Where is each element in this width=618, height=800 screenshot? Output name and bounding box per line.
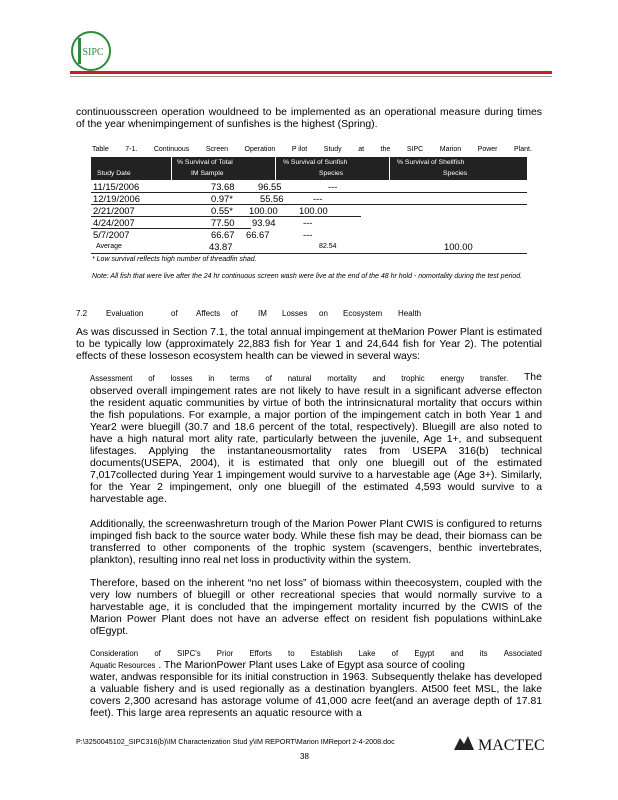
bullet2-body-first: . The MarionPower Plant uses Lake of Egypt asa source of cooling [158, 660, 465, 671]
heading-word: of [154, 649, 161, 658]
heading-word: Establish [310, 649, 343, 658]
heading-word: losses [170, 374, 193, 383]
table-header [91, 157, 527, 180]
section-word: Affects [196, 309, 221, 318]
table-title-word: 7-1. [125, 146, 138, 153]
heading-word: of [148, 374, 155, 383]
header-species-2: Species [443, 170, 468, 177]
header-rule-red [70, 71, 552, 74]
heading-word: in [208, 374, 215, 383]
logo-text: SIPC [82, 47, 104, 58]
table-row-average [91, 241, 527, 252]
cell-sunfish: 93.94 [252, 217, 276, 228]
heading-word: energy [440, 374, 465, 383]
bullet2-body: water, andwas responsible for its initial construction in 1963. Subsequently thelake has developed a valuable fishery and is used regionally as a destination byanglers. At500 feet MSL, the lake covers 2,300 acresand has astorage volume of 41,000 acre feet(and an average depth of 17.81 feet). This large area represents an aquatic resource with a [90, 672, 542, 719]
header-rule-grey [70, 76, 552, 77]
section-intro: As was discussed in Section 7.1, the total annual impingement at theMarion Power Plant is estimated to be typically low (approximately 22,883 fish for Year 1 and 24,644 fish for Year 2). The potential effects of these losseson ecosystem health can be viewed in several ways: [76, 327, 542, 362]
bullet1-heading [90, 374, 542, 383]
table-row [91, 217, 527, 228]
heading-tail: Aquatic Resources [90, 661, 156, 670]
heading-word: its [479, 649, 488, 658]
average-label: Average [96, 243, 122, 250]
section-word: Ecosystem [343, 309, 383, 318]
cell-total: 0.55* [211, 205, 233, 216]
heading-tail: The [523, 372, 542, 383]
section-word: of [171, 309, 178, 318]
table-title-word: SIPC [406, 146, 424, 153]
intro-paragraph: continuousscreen operation wouldneed to be implemented as an operational measure during times of the year whenimpingement of sunfishes is the highest (Spring). [76, 107, 542, 130]
heading-word: Consideration [90, 649, 139, 658]
table-footnote: * Low survival reflects high number of threadfin shad. [92, 256, 257, 263]
section-word: 7.2 [76, 309, 88, 318]
heading-word: and [450, 649, 464, 658]
header-survival-shellfish: % Survival of Shellfish [397, 159, 465, 166]
heading-word: Prior [216, 649, 234, 658]
table-row [91, 229, 527, 240]
heading-word: Egypt [414, 649, 435, 658]
sipc-logo [70, 30, 112, 72]
bullet1-body: observed overall impingement rates are not likely to have result in a significant adverse effecton the resident aquatic communities by virtue of both the intrinsicnatural mortality that occurs within the fish populations. For example, a major portion of the impingement catch in both Year 1 and Year2 were bluegill (30.7 and 18.6 percent of the total, respectively). Bluegill are also noted to have a high natural mort ality rate, particularly between the juvenile, Age 1+, and subsequent lifestages. Applying the instantaneousmortality rates from USEPA 316(b) technical documents(USEPA, 2004), it is estimated that only one bluegill out of the estimated 7,017collected during Year 1 impingement would survive to a harvestable age (Age 3+). Similarly, for the Year 2 impingement, only one bluegill of the estimated 4,593 would survive to a harvestable age. [90, 386, 542, 505]
heading-word: natural [287, 374, 312, 383]
cell-shellfish: --- [328, 181, 338, 192]
section-word: on [319, 309, 328, 318]
heading-word: transfer. [480, 374, 509, 383]
cell-shellfish: --- [303, 217, 313, 228]
heading-word: mortality [327, 374, 357, 383]
table-title-word: Screen [205, 146, 228, 153]
heading-word: trophic [401, 374, 425, 383]
header-survival-sunfish: % Survival of Sunfish [283, 159, 348, 166]
section-word: Evaluation [106, 309, 144, 318]
bullet2-heading [90, 649, 542, 658]
heading-word: of [391, 649, 399, 658]
cell-date: 11/15/2006 [93, 181, 140, 192]
heading-word: Lake [358, 649, 376, 658]
cell-total: 0.97* [211, 193, 233, 204]
header-study-date: Study Date [97, 170, 131, 177]
section-word: of [231, 309, 238, 318]
mactec-logo [452, 732, 552, 754]
bullet2-heading-line2 [90, 660, 542, 671]
cell-sunfish: 96.55 [258, 181, 282, 192]
heading-word: to [288, 649, 295, 658]
page-number: 38 [300, 752, 309, 761]
heading-word: and [372, 374, 386, 383]
table-title-word: at [358, 146, 365, 153]
table-title-word: Power [477, 146, 498, 153]
heading-word: Assessment [90, 374, 133, 383]
table-title [92, 146, 532, 153]
average-shellfish: 100.00 [444, 241, 473, 252]
section-word: IM [258, 309, 267, 318]
table-title-word: Marion [439, 146, 462, 153]
table-row [91, 205, 527, 216]
table-row [91, 193, 527, 204]
cell-sunfish: 55.56 [260, 193, 284, 204]
heading-word: Associated [503, 649, 542, 658]
table-title-word: P ilot [291, 146, 308, 153]
heading-word: SIPC's [177, 649, 201, 658]
cell-shellfish: 100.00 [299, 205, 328, 216]
table-note: Note: All fish that were live after the 24 hr continuous screen wash were live at the end of the 48 hr hold - nomortality during the test period. [92, 273, 523, 280]
table-title-word: Operation [244, 146, 276, 153]
heading-word: of [265, 374, 272, 383]
header-survival-total: % Survival of Total [177, 159, 233, 166]
average-total: 43.87 [209, 241, 233, 252]
cell-total: 77.50 [211, 217, 235, 228]
cell-date: 2/21/2007 [93, 205, 135, 216]
cell-total: 66.67 [211, 229, 235, 240]
average-sunfish: 82.54 [319, 243, 337, 250]
table-title-word: Continuous [153, 146, 190, 153]
section-word: Losses [282, 309, 308, 318]
cell-sunfish: 100.00 [249, 205, 278, 216]
table-title-word: Study [323, 146, 342, 153]
cell-shellfish: --- [303, 229, 313, 240]
table-title-word: Plant. [514, 146, 532, 153]
table-title-word: Table [92, 146, 109, 153]
header-im-sample: IM Sample [191, 170, 224, 177]
table-title-word: the [380, 146, 391, 153]
cell-date: 4/24/2007 [93, 217, 135, 228]
cell-shellfish: --- [313, 193, 323, 204]
cell-date: 5/7/2007 [93, 229, 130, 240]
company-name: MACTEC [478, 737, 545, 754]
cell-sunfish: 66.67 [246, 229, 270, 240]
table-row [91, 181, 527, 192]
heading-word: Efforts [249, 649, 272, 658]
section-word: Health [398, 309, 422, 318]
bullet1-para3: Therefore, based on the inherent “no net loss” of biomass within theecosystem, coupled with the very low numbers of bluegill or other recreational species that would normally survive to a harvestable age, it is concluded that the impingement mortality incurred by the CWIS of the Marion Power Plant does not have an adverse effect on resident fish populations withinLake ofEgypt. [90, 578, 542, 637]
cell-date: 12/19/2006 [93, 193, 140, 204]
bullet1-para2: Additionally, the screenwashreturn trough of the Marion Power Plant CWIS is configured to returns impinged fish back to the source water body. While these fish may be dead, their biomass can be transferred to other components of the trophic system (scavengers, benthic invertebrates, plankton), resulting inno real net loss in productivity within the system. [90, 519, 542, 566]
footer-path: P:\3250045102_SIPC316(b)\IM Characterization Stud y\IM REPORT\Marion IMReport 2-4-2008.doc [76, 737, 395, 746]
header-species-1: Species [319, 170, 344, 177]
cell-total: 73.68 [211, 181, 235, 192]
heading-word: terms [230, 374, 250, 383]
